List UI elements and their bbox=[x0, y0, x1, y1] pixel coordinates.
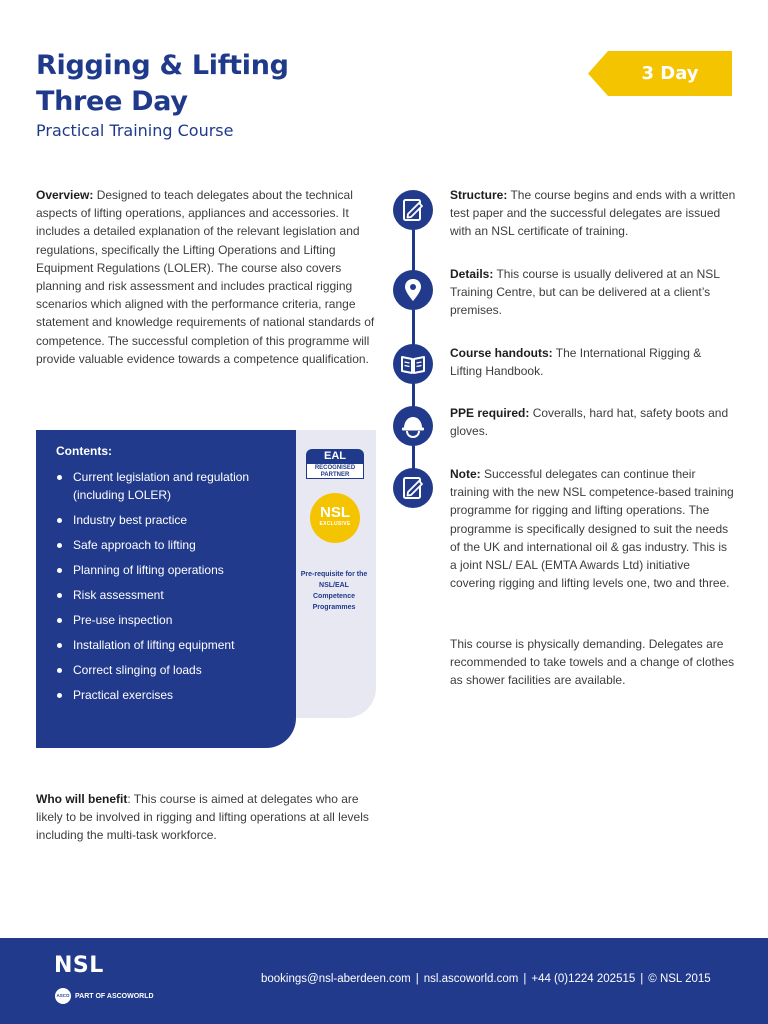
structure-text: The course begins and ends with a written test paper and the successful delegates are issued with an NSL certificate of training. bbox=[450, 188, 736, 239]
handouts-text: The International Rigging & Lifting Handbook. bbox=[450, 346, 702, 379]
eal-logo-caption: RECOGNISED PARTNER bbox=[306, 463, 364, 479]
contents-title: Contents: bbox=[56, 444, 112, 458]
eal-recognised-partner-logo bbox=[306, 449, 364, 479]
clipboard-pen-icon bbox=[393, 468, 433, 508]
details-paragraph bbox=[450, 265, 736, 320]
nsl-exclusive-badge bbox=[310, 493, 360, 543]
part-of-ascoworld-label: PART OF ASCOWORLD bbox=[75, 993, 154, 1000]
overview-paragraph bbox=[36, 186, 376, 368]
nsl-logo: NSL bbox=[54, 953, 104, 978]
hard-hat-icon bbox=[393, 406, 433, 446]
page-title bbox=[36, 48, 289, 120]
footer-copyright: © NSL 2015 bbox=[648, 973, 711, 985]
contents-list-item: Planning of lifting operations bbox=[56, 561, 276, 579]
nsl-badge-sub: EXCLUSIVE bbox=[319, 521, 351, 527]
page-subtitle: Practical Training Course bbox=[36, 121, 234, 140]
contents-section bbox=[36, 430, 376, 748]
benefit-label: Who will benefit bbox=[36, 792, 128, 806]
note-paragraph bbox=[450, 465, 736, 592]
footer-bar bbox=[0, 938, 768, 1024]
duration-badge-label: 3 Day bbox=[641, 63, 699, 84]
details-label: Details: bbox=[450, 267, 494, 281]
duration-badge bbox=[588, 51, 732, 96]
contents-list-item: Installation of lifting equipment bbox=[56, 636, 276, 654]
structure-paragraph bbox=[450, 186, 736, 241]
title-line-2: Three Day bbox=[36, 86, 188, 117]
contents-list-item: Practical exercises bbox=[56, 686, 276, 704]
details-text: This course is usually delivered at an NSL Training Centre, but can be delivered at a client’s premises. bbox=[450, 267, 720, 318]
contents-panel bbox=[36, 430, 296, 748]
asco-logo-icon: ASCO bbox=[55, 988, 71, 1004]
contents-list-item: Industry best practice bbox=[56, 511, 276, 529]
contents-list-item: Risk assessment bbox=[56, 586, 276, 604]
overview-text: Designed to teach delegates about the technical aspects of lifting operations, appliances and accessories. It includes a detailed explanation of the relevant legislation and regulations, specifically the Lifting Operations and Lifting Equipment Regulations (LOLER). The course also covers planning and risk assessment and includes practical rigging scenarios which aligned with the performance criteria, range statement and knowledge requirements of national standards of competence. The successful completion of this programme will provide valuable evidence towards a competence qualification. bbox=[36, 188, 375, 366]
overview-label: Overview: bbox=[36, 188, 94, 202]
note-text: Successful delegates can continue their training with the new NSL competence-based training programme for rigging and lifting operations. The programme is specifically designed to suit the needs of the UK and international oil & gas industry. This is a joint NSL/ EAL (EMTA Awards Ltd) initiative covering rigging and lifting levels one, two and three. bbox=[450, 467, 734, 591]
footer-separator: | bbox=[640, 973, 644, 985]
prerequisite-note: Pre-requisite for the NSL/EAL Competence Programmes bbox=[300, 571, 368, 611]
clipboard-pen-icon bbox=[393, 190, 433, 230]
note-label: Note: bbox=[450, 467, 481, 481]
handouts-label: Course handouts: bbox=[450, 346, 553, 360]
handouts-paragraph bbox=[450, 344, 736, 380]
footer-separator: | bbox=[523, 973, 527, 985]
location-pin-icon bbox=[393, 270, 433, 310]
footer-website[interactable]: nsl.ascoworld.com bbox=[423, 973, 519, 985]
ppe-paragraph bbox=[450, 404, 736, 440]
nsl-badge-main: NSL bbox=[320, 504, 350, 521]
contents-list bbox=[56, 468, 296, 704]
footer-separator: | bbox=[415, 973, 419, 985]
ppe-text: Coveralls, hard hat, safety boots and gloves. bbox=[450, 406, 729, 439]
demanding-paragraph: This course is physically demanding. Delegates are recommended to take towels and a change of clothes as shower facilities are available. bbox=[450, 637, 735, 688]
footer-phone: +44 (0)1224 202515 bbox=[531, 973, 636, 985]
contents-list-item: Correct slinging of loads bbox=[56, 661, 276, 679]
contents-list-item: Current legislation and regulation (including LOLER) bbox=[56, 468, 276, 504]
contents-list-item: Pre-use inspection bbox=[56, 611, 276, 629]
benefit-paragraph bbox=[36, 790, 376, 845]
title-line-1: Rigging & Lifting bbox=[36, 50, 289, 81]
eal-logo-title: EAL bbox=[306, 449, 364, 463]
footer-contact bbox=[261, 973, 711, 985]
footer-email[interactable]: bookings@nsl-aberdeen.com bbox=[261, 973, 411, 985]
open-book-icon bbox=[393, 344, 433, 384]
benefit-text: : This course is aimed at delegates who are likely to be involved in rigging and lifting operations at all levels including the multi-task workforce. bbox=[36, 792, 369, 843]
structure-label: Structure: bbox=[450, 188, 508, 202]
contents-list-item: Safe approach to lifting bbox=[56, 536, 276, 554]
ppe-label: PPE required: bbox=[450, 406, 530, 420]
